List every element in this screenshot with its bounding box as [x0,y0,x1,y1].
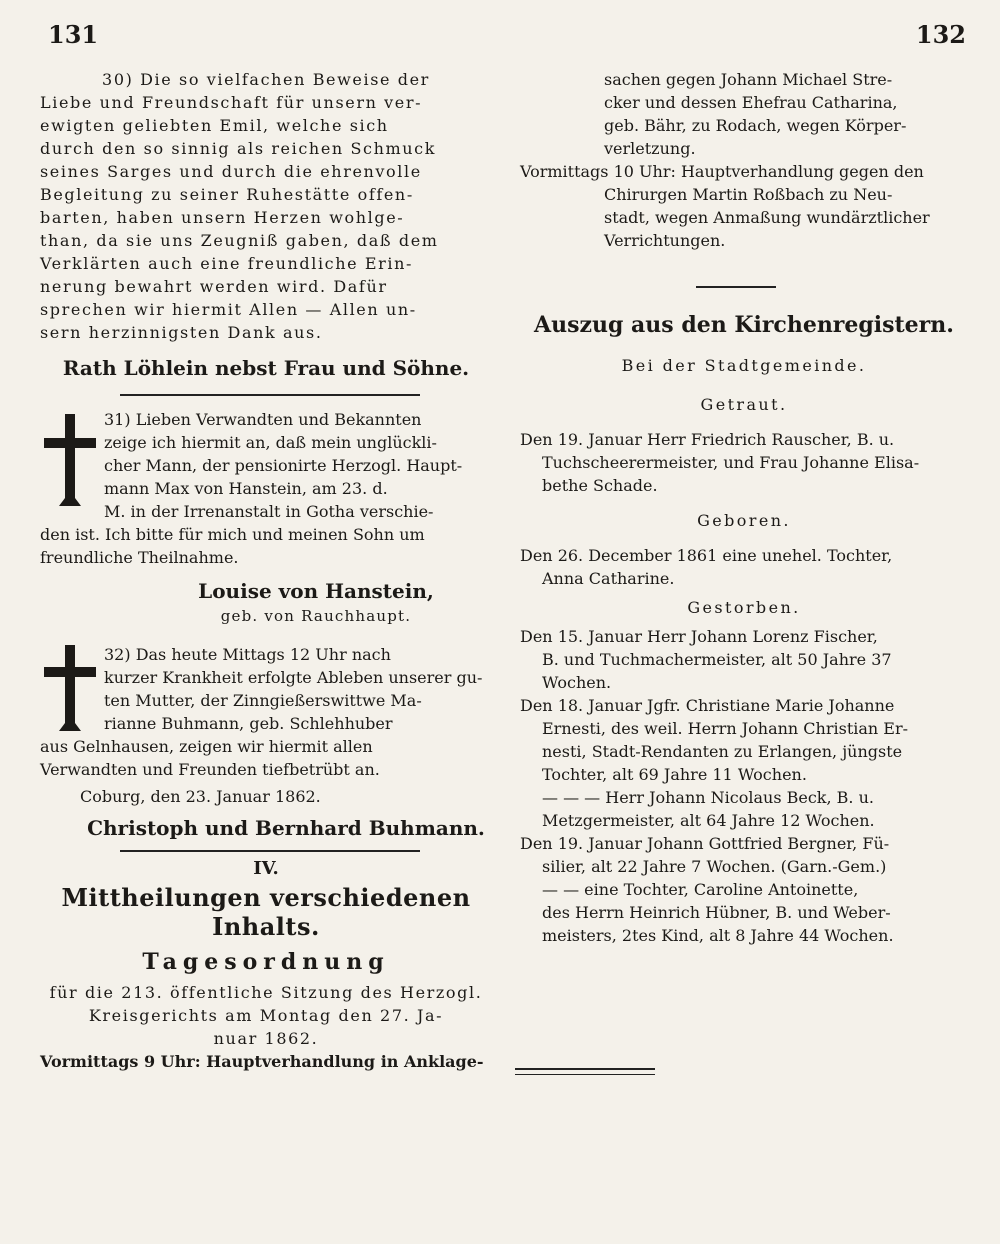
register-line: Anna Catharine. [542,569,675,588]
page-number-left: 131 [48,20,99,49]
notice-line: mann Max von Hanstein, am 23. d. [104,479,388,498]
notice-line: ewigten geliebten Emil, welche sich [40,116,389,135]
divider [120,394,420,396]
married-heading: Getraut. [700,395,788,414]
agenda-line: Verrichtungen. [604,231,726,250]
notice-line: sern herzinnigsten Dank aus. [40,323,323,342]
notice-30 [40,68,492,344]
died-heading: Gestorben. [687,598,801,617]
notice-line: M. in der Irrenanstalt in Gotha verschie- [104,502,434,521]
register-line: des Herrn Heinrich Hübner, B. und Weber- [542,903,891,922]
register-line: bethe Schade. [542,476,658,495]
notice-line: 31) Lieben Verwandten und Bekannten [104,410,422,429]
agenda-line: Kreisgerichts am Montag den 27. Ja- [88,1006,444,1025]
notice-line: Verklärten auch eine freundliche Erin- [40,254,414,273]
notice-line: seines Sarges und durch die ehrenvolle [40,162,422,181]
notice-line: aus Gelnhausen, zeigen wir hiermit allen [40,737,373,756]
section-number: IV. [253,858,279,879]
notice-line: Begleitung zu seiner Ruhestätte offen- [40,185,414,204]
notice-line: barten, haben unsern Herzen wohlge- [40,208,405,227]
notice-31-signature: Louise von Hanstein, [198,579,434,603]
agenda-line: Chirurgen Martin Roßbach zu Neu- [604,185,893,204]
register-line: — — — Herr Johann Nicolaus Beck, B. u. [542,788,874,807]
notice-31 [40,408,492,569]
agenda-line: geb. Bähr, zu Rodach, wegen Körper- [604,116,907,135]
agenda-line: sachen gegen Johann Michael Stre- [604,70,893,89]
agenda-line: stadt, wegen Anmaßung wundärztlicher [604,208,930,227]
register-line: B. und Tuchmachermeister, alt 50 Jahre 37 [542,650,892,669]
register-line: — — eine Tochter, Caroline Antoinette, [542,880,859,899]
divider [120,850,420,852]
notice-line: sprechen wir hiermit Allen — Allen un- [40,300,417,319]
register-line: nesti, Stadt-Rendanten zu Erlangen, jüngste [542,742,903,761]
left-column [40,68,492,1073]
section-title: Mittheilungen verschiedenen Inhalts. [61,883,471,941]
agenda-line: Vormittags 10 Uhr: Hauptverhandlung gegen den [520,162,924,181]
notice-line: rianne Buhmann, geb. Schlehhuber [104,714,393,733]
notice-line: nerung bewahrt werden wird. Dafür [40,277,388,296]
register-line: Den 19. Januar Johann Gottfried Bergner, Fü- [520,834,890,853]
place-date: Coburg, den 23. Januar 1862. [80,787,321,806]
agenda-line: cker und dessen Ehefrau Catharina, [604,93,898,112]
agenda-line: nuar 1862. [213,1029,319,1048]
agenda-line: verletzung. [604,139,696,158]
notice-line: freundliche Theilnahme. [40,548,239,567]
register-line: meisters, 2tes Kind, alt 8 Jahre 44 Wochen. [542,926,894,945]
notice-line: 32) Das heute Mittags 12 Uhr nach [104,645,391,664]
born-heading: Geboren. [697,511,791,530]
parish-heading: Bei der Stadtgemeinde. [621,356,867,375]
notice-32 [40,643,492,808]
page-number-right: 132 [915,20,966,49]
notice-32-signature: Christoph und Bernhard Buhmann. [87,816,485,840]
register-line: silier, alt 22 Jahre 7 Wochen. (Garn.-Gem.) [542,857,887,876]
register-line: Metzgermeister, alt 64 Jahre 12 Wochen. [542,811,875,830]
cross-icon [44,645,96,735]
notice-line: durch den so sinnig als reichen Schmuck [40,139,437,158]
notice-line: den ist. Ich bitte für mich und meinen Sohn um [40,525,425,544]
notice-line: than, da sie uns Zeugniß gaben, daß dem [40,231,439,250]
notice-line: cher Mann, der pensionirte Herzogl. Haupt- [104,456,463,475]
notice-line: 30) Die so vielfachen Beweise der [102,70,430,89]
register-line: Den 15. Januar Herr Johann Lorenz Fischer, [520,627,878,646]
notice-31-signature-sub: geb. von Rauchhaupt. [220,607,412,625]
register-line: Wochen. [542,673,612,692]
right-column [520,68,968,947]
register-line: Den 18. Januar Jgfr. Christiane Marie Johanne [520,696,895,715]
agenda-line: für die 213. öffentliche Sitzung des Herzogl. [49,983,483,1002]
register-line: Tochter, alt 69 Jahre 11 Wochen. [542,765,807,784]
register-line: Ernesti, des weil. Herrn Johann Christian Er- [542,719,909,738]
double-divider [515,1068,655,1075]
notice-line: Verwandten und Freunden tiefbetrübt an. [40,760,380,779]
register-line: Den 19. Januar Herr Friedrich Rauscher, B. u. [520,430,895,449]
agenda-heading: Tagesordnung [142,949,390,975]
divider [696,286,776,288]
register-line: Den 26. December 1861 eine unehel. Tochter, [520,546,893,565]
register-title: Auszug aus den Kirchenregistern. [534,312,954,338]
notice-line: ten Mutter, der Zinngießerswittwe Ma- [104,691,422,710]
notice-line: zeige ich hiermit an, daß mein unglückli- [104,433,437,452]
notice-line: Liebe und Freundschaft für unsern ver- [40,93,423,112]
cross-icon [44,414,96,510]
notice-30-signature: Rath Löhlein nebst Frau und Söhne. [62,356,470,380]
register-line: Tuchscheerermeister, und Frau Johanne Elisa- [542,453,920,472]
notice-line: kurzer Krankheit erfolgte Ableben unserer gu- [104,668,483,687]
agenda-line: Vormittags 9 Uhr: Hauptverhandlung in Anklage- [40,1052,484,1071]
